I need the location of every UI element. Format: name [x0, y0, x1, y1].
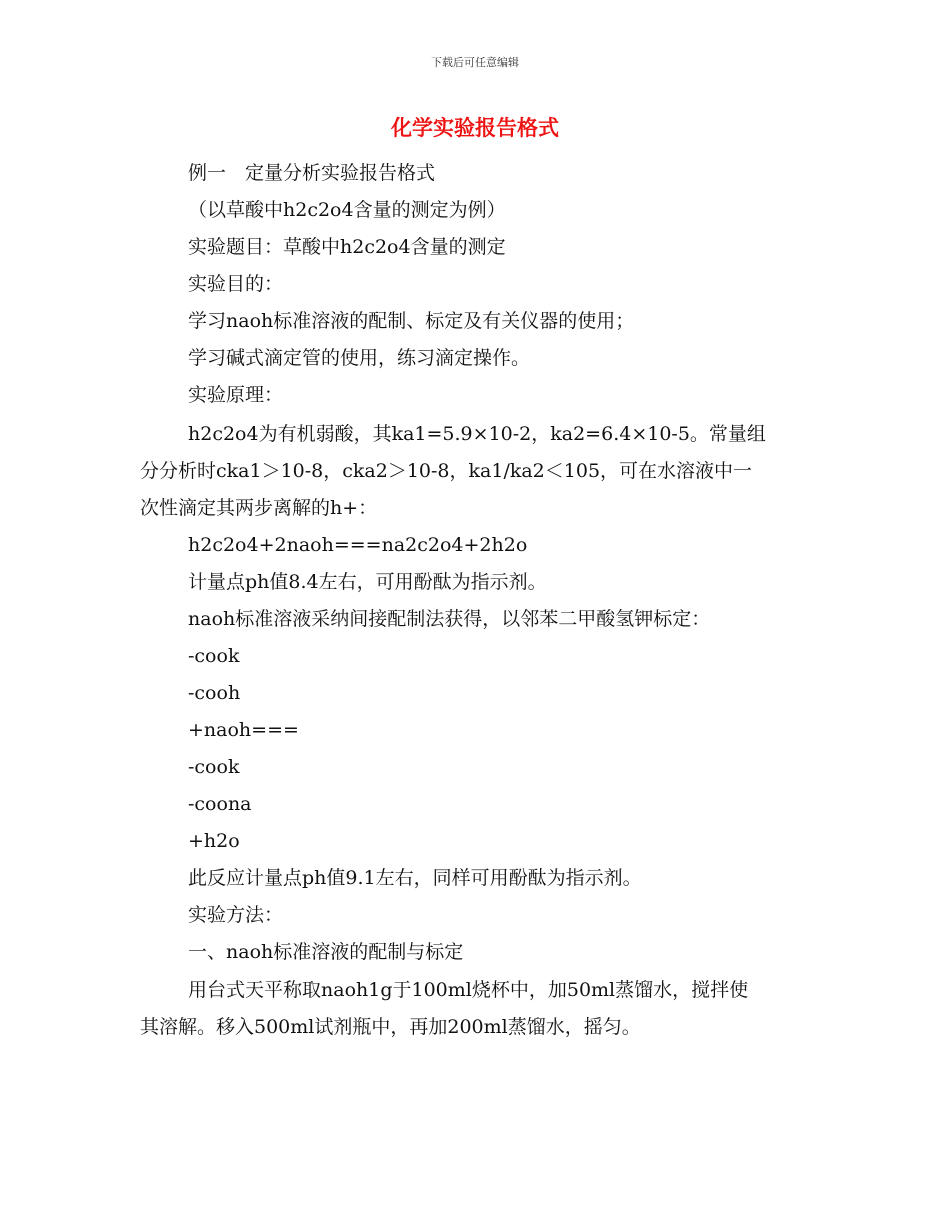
text-line: -cooh — [188, 682, 241, 704]
text-line: 计量点ph值8.4左右，可用酚酞为指示剂。 — [188, 571, 547, 593]
text-line: 一、naoh标准溶液的配制与标定 — [188, 941, 464, 963]
text-line: naoh标准溶液采纳间接配制法获得，以邻苯二甲酸氢钾标定： — [188, 608, 711, 630]
text-line: 实验目的： — [188, 273, 284, 295]
text-line: 学习碱式滴定管的使用，练习滴定操作。 — [188, 347, 531, 369]
text-line: 其溶解。移入500ml试剂瓶中，再加200ml蒸馏水，摇匀。 — [140, 1016, 641, 1038]
text-line: 用台式天平称取naoh1g于100ml烧杯中，加50ml蒸馏水，搅拌使 — [188, 979, 749, 1001]
text-line: 次性滴定其两步离解的h+： — [140, 497, 378, 519]
text-line: 实验原理： — [188, 384, 284, 406]
text-line: -coona — [188, 793, 252, 815]
document-title: 化学实验报告格式 — [391, 116, 559, 140]
text-line: h2c2o4为有机弱酸，其ka1=5.9×10-2，ka2=6.4×10-5。常量组 — [188, 423, 766, 445]
text-line: 学习naoh标准溶液的配制、标定及有关仪器的使用； — [188, 310, 635, 332]
text-line: （以草酸中h2c2o4含量的测定为例） — [188, 199, 506, 221]
text-line: 实验题目：草酸中h2c2o4含量的测定 — [188, 236, 506, 258]
text-line: +h2o — [188, 830, 240, 852]
page-header: 下载后可任意编辑 — [431, 56, 519, 69]
text-line: +naoh=== — [188, 719, 299, 741]
text-line: 实验方法： — [188, 904, 284, 926]
text-line: -cook — [188, 756, 240, 778]
text-line: 分分析时cka1＞10-8，cka2＞10-8，ka1/ka2＜105，可在水溶液中一 — [140, 460, 753, 482]
text-line: h2c2o4+2naoh===na2c2o4+2h2o — [188, 534, 528, 556]
text-line: -cook — [188, 645, 240, 667]
text-line: 例一 定量分析实验报告格式 — [188, 162, 436, 184]
text-line: 此反应计量点ph值9.1左右，同样可用酚酞为指示剂。 — [188, 867, 642, 889]
